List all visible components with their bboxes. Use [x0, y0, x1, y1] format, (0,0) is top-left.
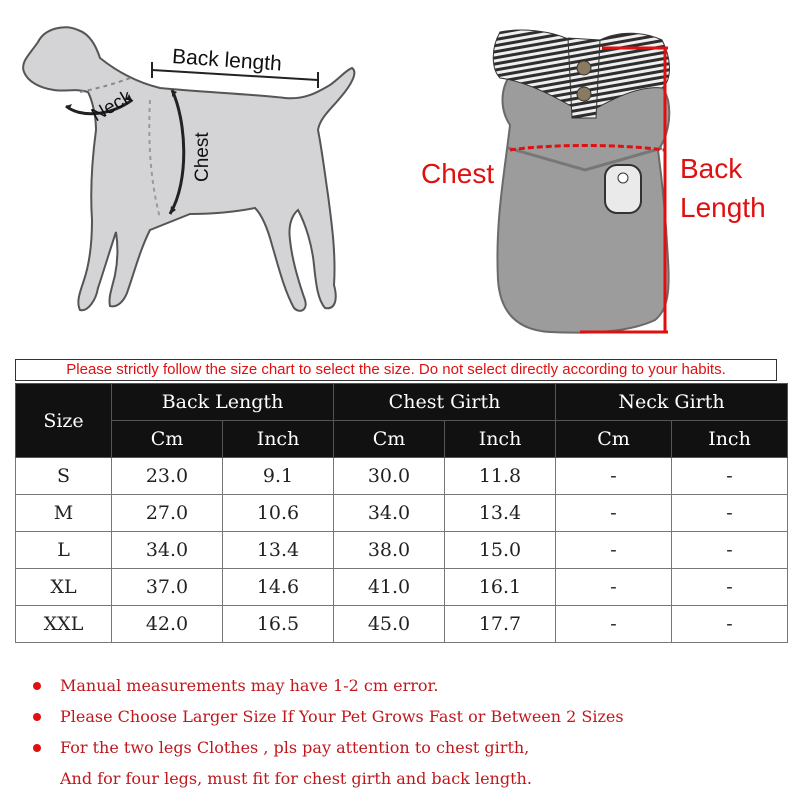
- table-cell: 11.8: [445, 458, 556, 495]
- table-cell: 13.4: [445, 495, 556, 532]
- size-cell: L: [16, 532, 112, 569]
- table-cell: 34.0: [334, 495, 445, 532]
- size-cell: XL: [16, 569, 112, 606]
- table-cell: 14.6: [223, 569, 334, 606]
- group-header-neck-girth: Neck Girth: [556, 384, 788, 421]
- unit-header: Cm: [556, 421, 672, 458]
- table-cell: -: [556, 495, 672, 532]
- table-row: [16, 606, 788, 643]
- table-cell: 23.0: [112, 458, 223, 495]
- table-row: [16, 495, 788, 532]
- notes-list: [30, 670, 790, 794]
- table-cell: -: [556, 569, 672, 606]
- table-cell: -: [556, 458, 672, 495]
- bullet-icon: [33, 713, 41, 721]
- table-cell: 42.0: [112, 606, 223, 643]
- size-cell: M: [16, 495, 112, 532]
- table-cell: -: [672, 495, 788, 532]
- table-cell: 16.1: [445, 569, 556, 606]
- table-cell: -: [672, 458, 788, 495]
- table-cell: 15.0: [445, 532, 556, 569]
- unit-header: Inch: [672, 421, 788, 458]
- size-header: Size: [16, 384, 112, 458]
- table-cell: 13.4: [223, 532, 334, 569]
- group-header-chest-girth: Chest Girth: [334, 384, 556, 421]
- table-cell: 38.0: [334, 532, 445, 569]
- garment-back-label: Back: [680, 153, 743, 184]
- note-text: Please Choose Larger Size If Your Pet Grows Fast or Between 2 Sizes: [60, 707, 624, 726]
- note-item: [30, 701, 790, 732]
- table-cell: 16.5: [223, 606, 334, 643]
- unit-header: Cm: [112, 421, 223, 458]
- unit-header: Inch: [445, 421, 556, 458]
- neck-label: Neck: [88, 86, 136, 127]
- size-chart-table: [15, 383, 788, 643]
- table-row: [16, 569, 788, 606]
- table-cell: -: [672, 606, 788, 643]
- back-length-label: Back length: [171, 45, 283, 76]
- table-row: [16, 532, 788, 569]
- table-cell: 45.0: [334, 606, 445, 643]
- table-cell: 34.0: [112, 532, 223, 569]
- illustration-area: [0, 0, 800, 355]
- chest-label: Chest: [192, 132, 213, 182]
- table-cell: -: [672, 569, 788, 606]
- note-item: [30, 732, 790, 763]
- table-cell: 9.1: [223, 458, 334, 495]
- table-cell: 17.7: [445, 606, 556, 643]
- table-cell: 10.6: [223, 495, 334, 532]
- bullet-icon: [33, 682, 41, 690]
- table-cell: 37.0: [112, 569, 223, 606]
- table-row: [16, 458, 788, 495]
- table-cell: 41.0: [334, 569, 445, 606]
- table-cell: -: [556, 532, 672, 569]
- size-cell: XXL: [16, 606, 112, 643]
- note-text: For the two legs Clothes , pls pay attention to chest girth,: [60, 738, 530, 757]
- table-cell: -: [672, 532, 788, 569]
- group-header-back-length: Back Length: [112, 384, 334, 421]
- unit-header: Cm: [334, 421, 445, 458]
- table-cell: 30.0: [334, 458, 445, 495]
- note-item: [30, 670, 790, 701]
- note-item: [30, 763, 790, 794]
- size-cell: S: [16, 458, 112, 495]
- garment-length-label: Length: [680, 192, 766, 223]
- garment-chest-label: Chest: [421, 158, 495, 189]
- bullet-icon: [33, 744, 41, 752]
- table-cell: -: [556, 606, 672, 643]
- note-text: Manual measurements may have 1-2 cm error.: [60, 676, 439, 695]
- table-cell: 27.0: [112, 495, 223, 532]
- note-text: And for four legs, must fit for chest girth and back length.: [60, 769, 532, 788]
- unit-header: Inch: [223, 421, 334, 458]
- size-notice: Please strictly follow the size chart to select the size. Do not select directly according to your habits.: [15, 359, 777, 381]
